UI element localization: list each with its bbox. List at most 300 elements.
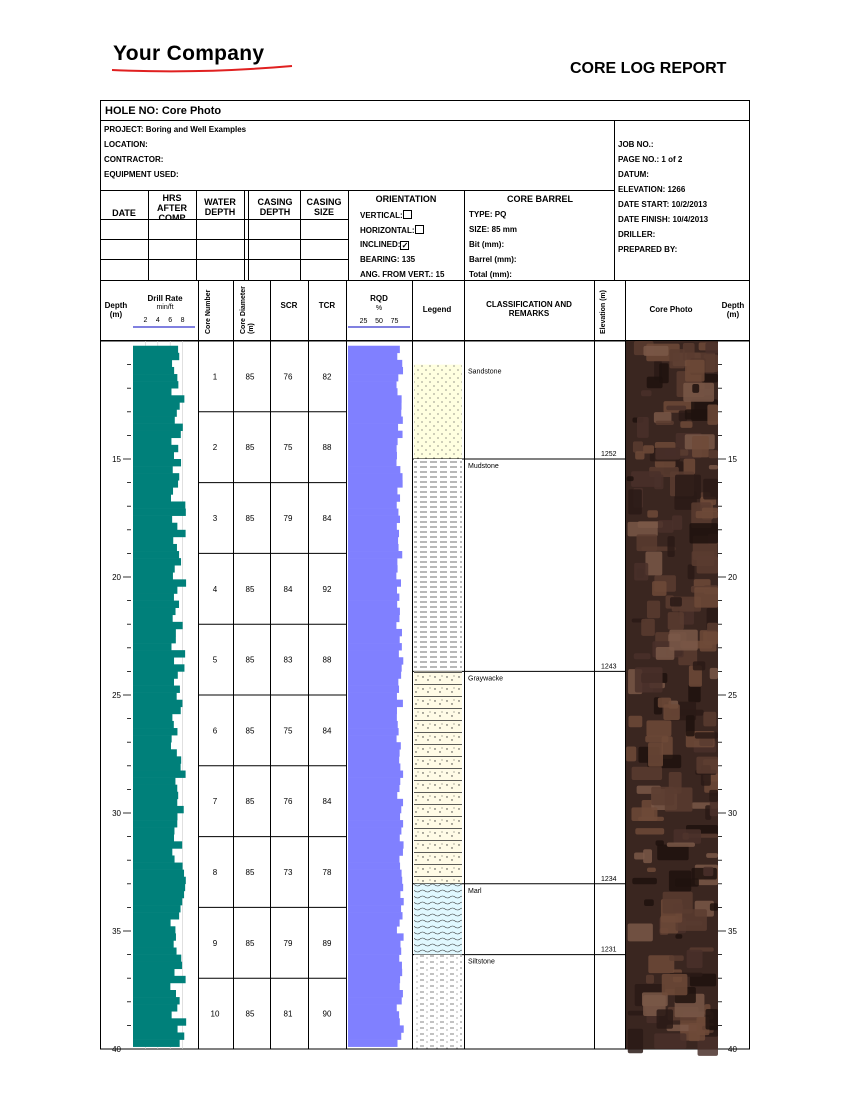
drill-rate-bar xyxy=(133,381,178,388)
rqd-bar xyxy=(348,615,399,622)
drill-rate-bar xyxy=(133,579,186,586)
drill-rate-bar xyxy=(133,905,181,912)
lithology-fill xyxy=(414,365,462,459)
rqd-bar xyxy=(348,424,398,431)
drill-rate-bar xyxy=(133,749,177,756)
core-fragment xyxy=(688,684,700,702)
rqd-bar xyxy=(348,749,400,756)
core-fragment xyxy=(637,417,649,438)
drill-rate-bar xyxy=(133,955,181,962)
core-fragment xyxy=(663,704,679,720)
drill-rate-bar xyxy=(133,700,182,707)
rqd-bar xyxy=(348,417,403,424)
drill-rate-bar xyxy=(133,919,171,926)
tcr-value: 78 xyxy=(322,868,332,877)
datum: DATUM: xyxy=(618,170,649,179)
core-fragment xyxy=(656,840,664,845)
core-fragment xyxy=(666,406,686,411)
drill-rate-bar xyxy=(133,778,175,785)
drill-rate-bar xyxy=(133,948,177,955)
drill-rate-bar xyxy=(133,480,178,487)
rqd-bar xyxy=(348,381,397,388)
rqd-tick-label: 50 xyxy=(375,318,383,325)
drill-rate-bar xyxy=(133,1032,184,1039)
drill-rate-bar xyxy=(133,735,172,742)
tcr-value: 92 xyxy=(322,584,332,594)
stratum-name: Graywacke xyxy=(468,675,504,683)
core-fragment xyxy=(686,715,695,736)
core-fragment xyxy=(680,421,692,428)
drill-rate-bar xyxy=(133,643,171,650)
core-diameter: 85 xyxy=(245,1009,255,1019)
rqd-bar xyxy=(348,530,399,537)
scr-value: 79 xyxy=(283,938,293,948)
job-no: JOB NO.: xyxy=(618,140,654,149)
core-fragment xyxy=(669,349,685,368)
rqd-bar xyxy=(348,855,399,862)
hdr-depth-right: Depth (m) xyxy=(721,301,745,319)
drill-rate-bar xyxy=(133,891,184,898)
rqd-bar xyxy=(348,707,397,714)
depth-label-left: 15 xyxy=(112,455,121,464)
core-fragment xyxy=(709,465,718,469)
drill-rate-bar xyxy=(133,671,178,678)
drill-rate-bar xyxy=(133,402,180,409)
core-fragment xyxy=(702,508,718,512)
core-diameter: 85 xyxy=(245,655,255,665)
drill-rate-bar xyxy=(133,374,177,381)
depth-label-left: 20 xyxy=(112,573,121,582)
rqd-bar xyxy=(348,962,402,969)
location-label: LOCATION: xyxy=(104,140,148,149)
scr-value: 73 xyxy=(283,868,293,877)
core-number: 5 xyxy=(212,655,218,665)
rqd-bar xyxy=(348,891,400,898)
rqd-bar xyxy=(348,537,398,544)
rqd-bar xyxy=(348,976,400,983)
rqd-bar xyxy=(348,558,397,565)
col-hrs-after: HRS AFTER COMP xyxy=(157,193,187,220)
ang-from-vert: ANG. FROM VERT.: 15 xyxy=(360,270,445,279)
drill-rate-bar xyxy=(133,395,184,402)
drill-rate-bar xyxy=(133,813,177,820)
rqd-bar xyxy=(348,799,403,806)
core-fragment xyxy=(694,587,718,607)
drill-rate-bar xyxy=(133,756,181,763)
rqd-bar xyxy=(348,353,397,360)
core-fragment xyxy=(648,743,663,767)
date-finish: DATE FINISH: 10/4/2013 xyxy=(618,215,709,224)
core-fragment xyxy=(692,436,709,457)
core-fragment xyxy=(673,904,683,912)
core-fragment xyxy=(667,536,674,557)
drill-rate-bar xyxy=(133,926,175,933)
rqd-bar xyxy=(348,877,402,884)
drill-rate-bar xyxy=(133,367,174,374)
core-number: 7 xyxy=(212,797,218,807)
rqd-bar xyxy=(348,509,398,516)
rqd-bar xyxy=(348,544,399,551)
core-fragment xyxy=(632,878,657,884)
drill-rate-bar xyxy=(133,438,171,445)
hdr-drill-rate: Drill Rate xyxy=(147,294,183,303)
drill-rate-bar xyxy=(133,976,186,983)
core-fragment xyxy=(652,581,666,596)
rqd-bar xyxy=(348,926,397,933)
drill-rate-bar xyxy=(133,990,176,997)
scr-value: 83 xyxy=(283,655,293,665)
tcr-value: 84 xyxy=(322,797,332,807)
horizontal-label: HORIZONTAL: xyxy=(360,225,424,235)
rqd-bar xyxy=(348,459,397,466)
core-fragment xyxy=(641,619,655,636)
hdr-classification: CLASSIFICATION AND REMARKS xyxy=(486,300,572,318)
drill-rate-bar xyxy=(133,431,181,438)
rqd-bar xyxy=(348,912,403,919)
drill-rate-bar xyxy=(133,608,176,615)
core-fragment xyxy=(710,668,718,679)
drill-rate-bar xyxy=(133,409,177,416)
rqd-bar xyxy=(348,714,397,721)
rqd-bar xyxy=(348,452,397,459)
hdr-core-diameter: Core Diameter (m) xyxy=(240,286,255,334)
core-fragment xyxy=(670,597,682,606)
drill-rate-bar xyxy=(133,650,185,657)
drill-rate-bar xyxy=(133,855,175,862)
drill-rate-bar xyxy=(133,983,170,990)
core-fragment xyxy=(658,520,674,533)
rqd-bar xyxy=(348,643,402,650)
depth-label-left: 30 xyxy=(112,809,121,818)
core-fragment xyxy=(654,474,663,489)
rqd-bar xyxy=(348,771,403,778)
drill-rate-bar xyxy=(133,353,179,360)
core-fragment xyxy=(646,720,671,736)
drill-rate-bar xyxy=(133,530,186,537)
core-barrel-title: CORE BARREL xyxy=(506,194,573,204)
drill-rate-bar xyxy=(133,707,181,714)
core-fragment xyxy=(692,551,715,566)
core-diameter: 85 xyxy=(245,938,255,948)
col-water-depth: WATER DEPTH xyxy=(204,197,236,217)
core-fragment xyxy=(626,746,636,761)
core-fragment xyxy=(675,934,682,939)
rqd-tick-label: 25 xyxy=(359,318,368,325)
core-fragment xyxy=(656,421,674,425)
core-fragment xyxy=(635,667,663,692)
core-diameter: 85 xyxy=(245,868,255,877)
rqd-bar xyxy=(348,608,400,615)
depth-label-right: 25 xyxy=(728,691,737,700)
hdr-rqd: RQD xyxy=(370,294,388,303)
drill-rate-bar xyxy=(133,424,183,431)
core-fragment xyxy=(628,924,653,942)
tcr-value: 88 xyxy=(322,655,332,665)
rqd-bar xyxy=(348,657,403,664)
rqd-bar xyxy=(348,636,400,643)
rqd-bar xyxy=(348,473,403,480)
rqd-bar xyxy=(348,466,400,473)
drill-rate-bar xyxy=(133,466,173,473)
stratum-name: Sandstone xyxy=(468,368,502,376)
drill-rate-bar xyxy=(133,586,177,593)
hdr-rqd-unit: % xyxy=(375,305,383,312)
rqd-bar xyxy=(348,1032,401,1039)
core-fragment xyxy=(655,448,680,460)
rqd-bar xyxy=(348,990,403,997)
rqd-bar xyxy=(348,601,397,608)
core-fragment xyxy=(669,630,697,651)
core-fragment xyxy=(710,903,718,911)
core-fragment xyxy=(628,489,642,514)
drill-rate-bar xyxy=(133,388,171,395)
drill-rate-bar xyxy=(133,841,182,848)
rqd-bar xyxy=(348,756,399,763)
drill-rate-bar xyxy=(133,452,174,459)
vertical-label: VERTICAL: xyxy=(360,210,412,220)
rqd-bar xyxy=(348,402,402,409)
drill-rate-bar xyxy=(133,459,181,466)
drill-rate-bar xyxy=(133,629,176,636)
elevation-value: 1231 xyxy=(601,946,617,954)
rqd-bar xyxy=(348,863,400,870)
core-fragment xyxy=(628,716,642,728)
core-fragment xyxy=(668,612,684,630)
drill-rate-bar xyxy=(133,763,181,770)
depth-label-left: 25 xyxy=(112,691,121,700)
rqd-bar xyxy=(348,848,403,855)
core-fragment xyxy=(703,712,716,727)
core-fragment xyxy=(669,772,682,794)
rqd-bar xyxy=(348,969,402,976)
core-fragment xyxy=(647,377,663,389)
hdr-core-photo: Core Photo xyxy=(649,305,693,314)
core-fragment xyxy=(706,1009,718,1029)
core-fragment xyxy=(688,564,695,579)
rqd-bar xyxy=(348,445,397,452)
rqd-bar xyxy=(348,1018,400,1025)
col-casing-depth: CASING DEPTH xyxy=(257,197,293,217)
hdr-legend: Legend xyxy=(422,305,452,314)
drill-rate-bar xyxy=(133,551,179,558)
rqd-bar xyxy=(348,841,404,848)
inclined-label: INCLINED:✓ xyxy=(360,240,409,250)
rqd-bar xyxy=(348,948,401,955)
drill-rate-bar xyxy=(133,473,179,480)
core-number: 10 xyxy=(210,1009,220,1019)
drill-rate-tick-label: 4 xyxy=(155,317,160,324)
scr-value: 76 xyxy=(283,372,293,382)
drill-rate-bar xyxy=(133,622,183,629)
bit-mm: Bit (mm): xyxy=(469,240,505,249)
depth-label-right: 30 xyxy=(728,809,737,818)
core-fragment xyxy=(647,510,658,517)
rqd-bar xyxy=(348,586,397,593)
core-fragment xyxy=(628,1029,643,1053)
rqd-bar xyxy=(348,763,400,770)
col-date: DATE xyxy=(112,208,136,218)
drill-rate-bar xyxy=(133,693,177,700)
rqd-bar xyxy=(348,622,396,629)
rqd-bar xyxy=(348,523,397,530)
tcr-value: 88 xyxy=(322,443,332,453)
rqd-bar xyxy=(348,919,400,926)
rqd-bar xyxy=(348,693,397,700)
rqd-bar xyxy=(348,650,399,657)
drill-rate-bar xyxy=(133,445,178,452)
drill-rate-bar xyxy=(133,1011,172,1018)
rqd-bar xyxy=(348,955,399,962)
core-number: 2 xyxy=(212,443,218,453)
orientation-title: ORIENTATION xyxy=(375,194,437,204)
core-fragment xyxy=(657,1009,673,1028)
drill-rate-bar xyxy=(133,523,177,530)
drill-rate-bar xyxy=(133,1018,186,1025)
core-fragment xyxy=(699,739,713,746)
drill-rate-bar xyxy=(133,537,173,544)
core-fragment xyxy=(703,867,713,876)
col-casing-size: CASING SIZE xyxy=(306,197,342,217)
drill-rate-bar xyxy=(133,877,186,884)
rqd-bar xyxy=(348,785,399,792)
drill-rate-bar xyxy=(133,806,184,813)
core-fragment xyxy=(703,479,718,500)
scr-value: 79 xyxy=(283,514,293,523)
core-fragment xyxy=(634,563,648,581)
drill-rate-bar xyxy=(133,933,176,940)
rqd-bar xyxy=(348,813,400,820)
hdr-elevation: Elevation (m) xyxy=(600,290,607,334)
rqd-bar xyxy=(348,686,399,693)
core-fragment xyxy=(628,522,658,537)
core-fragment xyxy=(674,829,701,843)
rqd-bar xyxy=(348,827,401,834)
core-fragment xyxy=(708,450,718,458)
core-diameter: 85 xyxy=(245,797,255,807)
drill-rate-bar xyxy=(133,594,174,601)
drill-rate-bar xyxy=(133,834,174,841)
rqd-bar xyxy=(348,579,401,586)
rqd-bar xyxy=(348,983,400,990)
rqd-bar xyxy=(348,735,397,742)
drill-rate-bar xyxy=(133,516,172,523)
core-diameter: 85 xyxy=(245,372,255,382)
drill-rate-bar xyxy=(133,898,182,905)
rqd-bar xyxy=(348,884,403,891)
core-diameter: 85 xyxy=(245,443,255,453)
rqd-bar xyxy=(348,820,403,827)
rqd-bar xyxy=(348,792,397,799)
drill-rate-bar xyxy=(133,742,171,749)
core-fragment xyxy=(627,476,634,481)
rqd-bar xyxy=(348,346,400,353)
core-fragment xyxy=(687,950,703,968)
rqd-bar xyxy=(348,721,398,728)
core-number: 3 xyxy=(212,514,218,523)
core-fragment xyxy=(693,661,705,670)
drill-rate-bar xyxy=(133,962,182,969)
drill-rate-bar xyxy=(133,360,172,367)
core-diameter: 85 xyxy=(245,514,255,523)
core-number: 9 xyxy=(212,938,218,948)
drill-rate-bar xyxy=(133,997,180,1004)
scr-value: 75 xyxy=(283,726,293,736)
depth-label-left: 40 xyxy=(112,1045,121,1054)
rqd-bar xyxy=(348,834,400,841)
rqd-bar xyxy=(348,438,398,445)
core-fragment xyxy=(689,1023,700,1041)
core-fragment xyxy=(705,343,718,354)
core-fragment xyxy=(637,534,658,551)
report-title: CORE LOG REPORT xyxy=(570,60,727,77)
core-fragment xyxy=(675,879,699,887)
rqd-bar xyxy=(348,870,402,877)
elevation-value: 1252 xyxy=(601,451,617,458)
drill-rate-bar xyxy=(133,494,171,501)
drill-rate-bar xyxy=(133,785,177,792)
elevation: ELEVATION: 1266 xyxy=(618,185,686,194)
rqd-bar xyxy=(348,742,401,749)
scr-value: 84 xyxy=(283,584,293,594)
core-fragment xyxy=(634,853,644,860)
depth-label-left: 35 xyxy=(112,927,121,936)
depth-label-right: 15 xyxy=(728,455,737,464)
core-fragment xyxy=(703,631,718,644)
barrel-type: TYPE: PQ xyxy=(469,210,507,219)
core-number: 8 xyxy=(212,868,218,877)
drill-rate-bar xyxy=(133,728,177,735)
inclined-checkbox-checked: ✓ xyxy=(401,241,409,250)
drill-rate-bar xyxy=(133,820,177,827)
total-mm: Total (mm): xyxy=(469,270,512,279)
drill-rate-bar xyxy=(133,827,174,834)
rqd-bar xyxy=(348,551,402,558)
rqd-tick-label: 75 xyxy=(390,318,399,325)
rqd-bar xyxy=(348,494,400,501)
drill-rate-bar xyxy=(133,544,177,551)
stratum-name: Siltstone xyxy=(468,958,495,966)
core-fragment xyxy=(646,975,654,984)
bearing: BEARING: 135 xyxy=(360,255,416,264)
core-fragment xyxy=(643,445,654,453)
lithology-fill xyxy=(414,459,462,671)
drill-rate-bar xyxy=(133,678,174,685)
project-label: PROJECT: Boring and Well Examples xyxy=(104,125,247,134)
barrel-mm: Barrel (mm): xyxy=(469,255,517,264)
core-fragment xyxy=(685,409,711,419)
core-fragment xyxy=(641,390,652,396)
rqd-bar xyxy=(348,374,398,381)
rqd-bar xyxy=(348,1040,398,1047)
drill-rate-bar xyxy=(133,912,179,919)
contractor-label: CONTRACTOR: xyxy=(104,155,164,164)
tcr-value: 89 xyxy=(322,938,332,948)
rqd-bar xyxy=(348,664,402,671)
rqd-bar xyxy=(348,594,399,601)
equipment-label: EQUIPMENT USED: xyxy=(104,170,179,179)
hdr-depth: Depth (m) xyxy=(104,301,128,319)
rqd-bar xyxy=(348,940,400,947)
company-logo: Your Company xyxy=(113,42,265,65)
drill-rate-bar xyxy=(133,686,180,693)
core-fragment xyxy=(647,868,656,872)
hdr-tcr: TCR xyxy=(318,301,336,310)
rqd-bar xyxy=(348,388,398,395)
depth-label-right: 35 xyxy=(728,927,737,936)
drill-rate-bar xyxy=(133,572,173,579)
tcr-value: 90 xyxy=(322,1009,332,1019)
rqd-bar xyxy=(348,360,402,367)
